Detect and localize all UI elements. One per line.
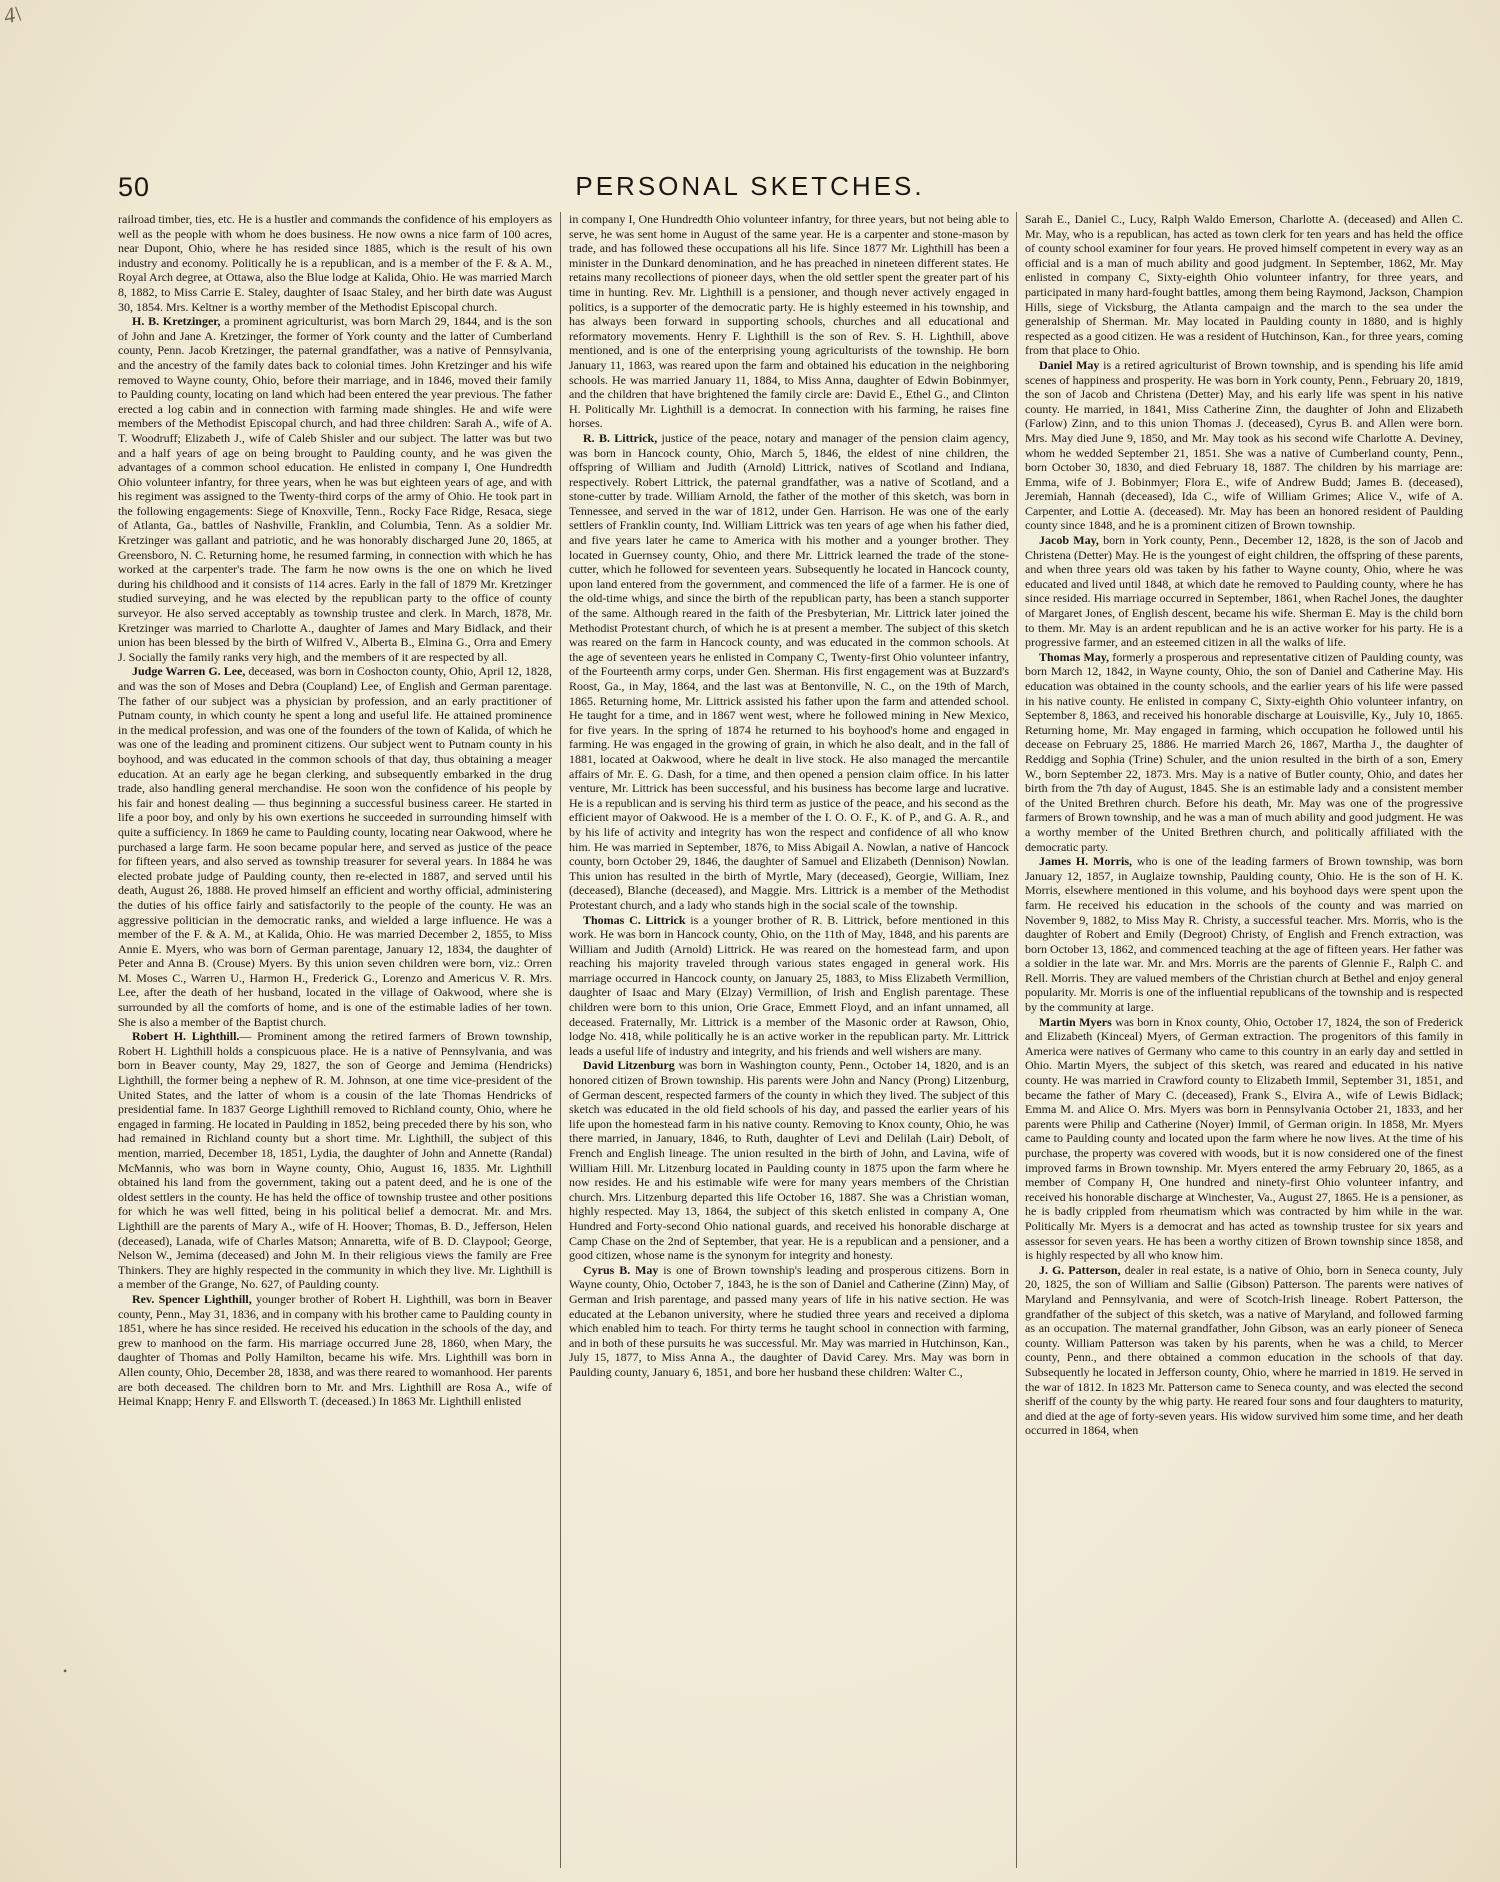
biographical-sketch [569,1058,1009,1262]
text-column-2 [569,212,1009,1870]
subject-name: James H. Morris, [1039,854,1132,869]
sketch-text: is a retired agriculturist of Brown township, and is spending his life amid scenes of happiness and prosperity. He was born in York county, Penn., February 20, 1819, the son of Jacob and Christena (Detter) May, and his early life was spent in his native county. He married, in 1841, Miss Catherine Zinn, the daughter of John and Elizabeth (Farlow) Zinn, and to this union Thomas J. (deceased), Cyrus B. and Allen were born. Mrs. May died June 9, 1850, and Mr. May took as his second wife Charlotte A. Deviney, whom he wedded September 21, 1851. She was a native of Cumberland county, Penn., born October 30, 1830, and died February 18, 1887. The children by his marriage are: Emma, wife of J. Bobinmyer; Flora E., wife of Andrew Budd; James B. (deceased), Jeremiah, Hannah (deceased), Ida C., wife of William Grimes; Alice V., wife of A. Carpenter, and Lottie A. (deceased). Mr. May has been an honored resident of Paulding county since 1848, and he is a prominent citizen of Brown township. [1025,357,1463,533]
sketch-continuation [118,212,552,314]
sketch-text: in company I, One Hundredth Ohio volunteer infantry, for three years, but not being able to serve, he was sent home in August of the same year. He is a carpenter and stone-mason by trade, and has followed these occupations all his life. Since 1877 Mr. Lighthill has been a minister in the Dunkard denomination, and he has preached in nineteen different states. He retains many recollections of pioneer days, when the old settler spent the greater part of his time in hunting. Rev. Mr. Lighthill is a pensioner, and though never actively engaged in politics, is a supporter of the democratic party. He is highly esteemed in his township, and has always been forward in supporting schools, churches and all educational and reformatory movements. Henry F. Lighthill is the son of Rev. S. H. Lighthill, above mentioned, and is one of the enterprising young agriculturists of the township. He born January 11, 1863, was reared upon the farm and obtained his education in the neighboring schools. He was married January 11, 1884, to Miss Anna, daughter of Edwin Bobinmyer, and the children that have brightened the family circle are: David E., Ethel G., and Clinton H. Politically Mr. Lighthill is a democrat. In connection with his farming, he raises fine horses. [569,212,1009,431]
biographical-sketch [1025,854,1463,1015]
sketch-text: born in York county, Penn., December 12, 1828, is the son of Jacob and Christena (Detter) May. He is the youngest of eight children, the offspring of these parents, and when three years old was taken by his father to Wayne county, Ohio, where he was educated and lived until 1848, at which date he removed to Paulding county, where he has since resided. His marriage occurred in September, 1861, when Rachel Jones, the daughter of Margaret Jones, of English descent, became his wife. Sherman E. May is the child born to them. Mr. May is an ardent republican and he is an active worker for his party. He is a progressive farmer, and an esteemed citizen in all the walks of life. [1025,533,1463,650]
biographical-sketch [1025,650,1463,854]
column-divider [1016,212,1017,1868]
sketch-text: who is one of the leading farmers of Brown township, was born January 12, 1857, in Auglaize township, Paulding county, Ohio. He is the son of H. K. Morris, elsewhere mentioned in this volume, and his boyhood days were spent upon the farm. He received his education in the schools of the county and was married on November 9, 1882, to Miss May R. Christy, a successful teacher. Mrs. Morris, who is the daughter of Robert and Emily (Degroot) Christy, of English and French extraction, was born October 13, 1862, and commenced teaching at the age of fifteen years. Her father was a soldier in the late war. Mr. and Mrs. Morris are the parents of Glennie F., Ralph C. and Rell. Morris. They are valued members of the Christian church at Bethel and enjoy general popularity. Mr. Morris is one of the influential republicans of the township and is respected by the community at large. [1025,854,1463,1015]
biographical-sketch [1025,533,1463,650]
biographical-sketch [569,913,1009,1059]
subject-name: Rev. Spencer Lighthill, [132,1291,252,1306]
sketch-text: is one of Brown township's leading and prosperous citizens. Born in Wayne county, Ohio, October 7, 1843, he is the son of Daniel and Catherine (Zinn) May, of German and Irish parentage, and passed many years of life in his native section. He was educated at the Lebanon university, where he studied three years and received a diploma which enabled him to teach. For thirty terms he taught school in connection with farming, and in both of these pursuits he was successful. Mr. May was married in Hutchinson, Kan., July 15, 1877, to Miss Anna A., the daughter of David Carey. Mrs. May was born in Paulding county, January 6, 1851, and bore her husband these children: Walter C., [569,1262,1009,1379]
subject-name: Daniel May [1039,357,1100,372]
biographical-sketch [569,431,1009,913]
text-column-1 [118,212,552,1870]
subject-name: Jacob May, [1039,533,1099,548]
subject-name: J. G. Patterson, [1039,1262,1121,1277]
subject-name: Cyrus B. May [583,1262,659,1277]
biographical-sketch [118,1029,552,1292]
sketch-text: younger brother of Robert H. Lighthill, was born in Beaver county, Penn., May 31, 1836, and in company with his brother came to Paulding county in 1851, where he has since resided. He received his education in the schools of the day, and grew to manhood on the farm. His marriage occurred June 28, 1860, when Mary, the daughter of Thomas and Polly Hamilton, became his wife. Mrs. Lighthill was born in Allen county, Ohio, December 28, 1838, and was there reared to womanhood. Her parents are both deceased. The children born to Mr. and Mrs. Lighthill are Rosa A., wife of Heimal Knapp; Henry F. and Ellsworth T. (deceased.) In 1863 Mr. Lighthill enlisted [118,1291,552,1409]
biographical-sketch [1025,1015,1463,1263]
biographical-sketch [118,664,552,1029]
biographical-sketch [1025,358,1463,533]
sketch-continuation [1025,212,1463,358]
sketch-text: railroad timber, ties, etc. He is a hustler and commands the confidence of his employers as well as the people with whom he does business. He now owns a nice farm of 100 acres, near Dupont, Ohio, where he has resided since 1885, which is the result of his own industry and economy. Politically he is a republican, and is a member of the F. & A. M., Royal Arch degree, at Ottawa, also the Blue lodge at Kalida, Ohio. He was married March 8, 1882, to Miss Carrie E. Staley, daughter of Isaac Staley, and her birth date was August 30, 1854. Mrs. Keltner is a worthy member of the Methodist Episcopal church. [118,212,552,314]
sketch-text: deceased, was born in Coshocton county, Ohio, April 12, 1828, and was the son of Moses and Debra (Coupland) Lee, of English and German parentage. The father of our subject was a physician by profession, and an early practitioner of Putnam county, in which county he spent a long and useful life. He attained prominence in the medical profession, and was one of the founders of the town of Kalida, of which he was one of the leading and prominent citizens. Our subject went to Putnam county in his boyhood, and was educated in the common schools of that day, thus obtaining a meager education. At an early age he began clerking, and subsequently embarked in the drug trade, also handling general merchandise. He soon won the confidence of his people by his fair and honest dealing — thus beginning a successful business career. He started in life a poor boy, and only by his own exertions he succeeded in surrounding himself with quite a sufficiency. In 1869 he came to Paulding county, locating near Oakwood, where he purchased a large farm. He soon became popular here, and served as justice of the peace for fifteen years, and also served as township treasurer for several years. In 1884 he was elected probate judge of Paulding county, then re-elected in 1887, and served until his death, August 26, 1888. He proved himself an efficient and worthy official, administering the duties of his office fairly and satisfactorily to the people of the county. He was an aggressive politician in the democratic ranks, and wielded a large influence. He was a member of the F. & A. M., at Kalida, Ohio. He was married December 2, 1855, to Miss Annie E. Myers, who was born of German parentage, January 12, 1834, the daughter of Peter and Anna B. (Crouse) Myers. By this union seven children were born, viz.: Orren M. Moses C., Warren U., Harmon H., Frederick G., Lorenzo and Americus V. R. Mrs. Lee, after the death of her husband, located in the village of Oakwood, where she is surrounded by all the comforts of home, and is one of the estimable ladies of her town. She is also a member of the Baptist church. [118,664,552,1029]
subject-name: Thomas May, [1039,649,1110,664]
sketch-text: was born in Washington county, Penn., October 14, 1820, and is an honored citizen of Brown township. His parents were John and Nancy (Prong) Litzenburg, of German descent, respected farmers of the county in which they lived. The subject of this sketch was educated in the old field schools of his day, and passed the earlier years of his life upon the homestead farm in his native county. Removing to Knox county, Ohio, he was there married, in January, 1846, to Ruth, daughter of Levi and Delilah (Lair) Debolt, of French and English lineage. The union resulted in the birth of John, and Lavina, wife of William Hill. Mr. Litzenburg located in Paulding county in 1875 upon the farm where he now resides. He and his estimable wife were for many years members of the Christian church. Mrs. Litzenburg departed this life October 16, 1887. She was a Christian woman, highly respected. May 13, 1864, the subject of this sketch enlisted in company A, One Hundred and Forty-second Ohio national guards, and received his honorable discharge at Camp Chase on the 2nd of September, that year. He is a republican and a pensioner, and a good citizen, whose name is the synonym for integrity and honesty. [569,1058,1009,1263]
subject-name: H. B. Kretzinger, [132,314,221,329]
biographical-sketch [569,1263,1009,1380]
subject-name: Robert H. Lighthill. [132,1029,240,1044]
column-divider [560,212,561,1868]
sketch-text: was born in Knox county, Ohio, October 17, 1824, the son of Frederick and Elizabeth (Kinceal) Myers, of German extraction. The progenitors of this family in America were natives of Germany who came to this country in an early day and settled in Ohio. Martin Myers, the subject of this sketch, was reared and educated in his native county. He was married in Crawford county to Elizabeth Immil, September 31, 1851, and became the father of Mary C. (deceased), Frank S., Elvira A., wife of Lewis Bidlack; Emma M. and Alice O. Mrs. Myers was born in Pennsylvania October 21, 1833, and her parents were Philip and Catherine (Noyer) Immil, of German origin. In 1858, Mr. Myers came to Paulding county and located upon the farm where he now lives. At the time of his purchase, the property was covered with woods, but it is now considered one of the finest improved farms in Brown township. Mr. Myers entered the army February 20, 1865, as a member of Company H, One hundred and ninety-first Ohio volunteer infantry, and received his honorable discharge at Winchester, Va., August 27, 1865. He is a pensioner, as he is badly crippled from rheumatism which was contracted by him while in the war. Politically Mr. Myers is a democrat and has acted as township trustee for six years and assessor for seven years. He has been a worthy citizen of Brown township since 1858, and is highly respected by all who know him. [1025,1014,1463,1263]
sketch-text: dealer in real estate, is a native of Ohio, born in Seneca county, July 20, 1825, the son of William and Sallie (Gibson) Patterson. The parents were natives of Maryland and Pennsylvania, and were of Scotch-Irish lineage. Robert Patterson, the grandfather of the subject of this sketch, was a native of Maryland, and followed farming as an occupation. The maternal grandfather, John Gibson, was an early pioneer of Seneca county. William Patterson was taken by his parents, when he was a child, to Mercer county, Penn., and there obtained a common education in the schools of that day. Subsequently he located in Jefferson county, Ohio, where he married in 1819. He served in the war of 1812. In 1823 Mr. Patterson came to Seneca county, and was elected the second sheriff of the county by the whig party. He reared four sons and four daughters to maturity, and died at the age of forty-seven years. His widow survived him some time, and her death occurred in 1864, when [1025,1262,1463,1438]
subject-name: Thomas C. Littrick [583,912,686,927]
sketch-text: is a younger brother of R. B. Littrick, before mentioned in this work. He was born in Hancock county, Ohio, on the 11th of May, 1848, and his parents are William and Judith (Arnold) Littrick. He was reared on the homestead farm, and upon reaching his majority traveled through various states engaged in general work. His marriage occurred in Hancock county, on January 25, 1883, to Miss Elizabeth Vermillion, daughter of Isaac and Mary (Elzay) Vermillion, of Irish and English parentage. These children were born to this union, Orie Grace, Emmett Floyd, and an infant unnamed, all deceased. Fraternally, Mr. Littrick is a member of the Masonic order at Rawson, Ohio, lodge No. 418, while politically he is an active worker in the republican party. Mr. Littrick leads a useful life of industry and integrity, and his friends and well wishers are many. [569,912,1009,1058]
pencil-corner-mark: 4\ [1,0,24,29]
sketch-text: a prominent agriculturist, was born March 29, 1844, and is the son of John and Jane A. Kretzinger, the former of York county and the latter of Cumberland county, Penn. Jacob Kretzinger, the paternal grandfather, was a native of Pennsylvania, and the ancestry of the family dates back to colonial times. John Kretzinger and his wife removed to Wayne county, Ohio, before their marriage, and in 1846, moved their family to Paulding county, locating on land which had been entered the year previous. The father erected a log cabin and in connection with farming made shingles. He and wife were members of the Methodist Episcopal church, and had three children: Sarah A., wife of A. T. Woodruff; Elizabeth J., wife of Caleb Shisler and our subject. The latter was but two and a half years of age on being brought to Paulding county, and he was given the advantages of a common school education. He enlisted in company I, One Hundredth Ohio volunteer infantry, for three years, when he was but eighteen years of age, and with his regiment was assigned to the Twenty-third corps of the army of Ohio. He took part in the following engagements: Siege of Knoxville, Tenn., Rocky Face Ridge, Resaca, siege of Atlanta, Ga., battles of Nashville, Franklin, and Columbia, Tenn. As a soldier Mr. Kretzinger was gallant and patriotic, and he was honorably discharged June 20, 1865, at Greensboro, N. C. Returning home, he resumed farming, in connection with which he has worked at the carpenter's trade. The farm he now owns is the one on which he lived during his childhood and it consists of 114 acres. Early in the fall of 1879 Mr. Kretzinger studied surveying, and he was elected by the republican party to the office of county surveyor. He also served acceptably as township trustee and clerk. In March, 1878, Mr. Kretzinger was married to Charlotte A., daughter of James and Mary Bidlack, and their union has been blessed by the birth of Wilfred V., Alberta B., Elmina G., Orra and Emery J. Socially the family ranks very high, and the members of it are respected by all. [118,314,552,664]
subject-name: R. B. Littrick, [583,430,658,445]
page-number: 50 [118,172,151,202]
text-column-3 [1025,212,1463,1870]
sketch-text: Sarah E., Daniel C., Lucy, Ralph Waldo Emerson, Charlotte A. (deceased) and Allen C. Mr. May, who is a republican, has acted as town clerk for ten years and has held the office of county school examiner for four years. He proved himself competent in every way as an official and is a man of much ability and good judgment. In September, 1862, Mr. May enlisted in company C, Sixty-eighth Ohio volunteer infantry, for three years, and participated in many hard-fought battles, among them being Raymond, Jackson, Champion Hills, siege of Vicksburg, the Atlanta campaign and the march to the sea under the generalship of Sherman. Mr. May located in Paulding county in 1880, and is highly respected as a good citizen. He was a resident of Hutchinson, Kan., for three years, coming from that place to Ohio. [1025,212,1463,358]
biographical-sketch [1025,1263,1463,1438]
biographical-sketch [118,1292,552,1409]
subject-name: David Litzenburg [583,1058,675,1073]
sketch-text: formerly a prosperous and representative citizen of Paulding county, was born March 12, 1842, in Wayne county, Ohio, the son of Daniel and Catherine May. His education was obtained in the county schools, and the earlier years of his life were passed in his native county. He enlisted in company C, Sixty-eighth Ohio volunteer infantry, on September 8, 1863, and received his honorable discharge at Louisville, Ky., July 10, 1865. Returning home, Mr. May engaged in farming, which occupation he followed until his decease on February 25, 1886. He married March 26, 1867, Martha J., the daughter of Reddigg and Sophia (Trine) Schuler, and the union resulted in the birth of a son, Emery W., born September 22, 1873. Mrs. May is a native of Butler county, Ohio, and dates her birth from the 7th day of August, 1845. She is an estimable lady and a consistent member of the United Brethren church. Before his death, Mr. May was one of the progressive farmers of Brown township, and he was a man of much ability and good judgment. He was a worthy member of the United Brethren church, and politically affiliated with the democratic party. [1025,649,1463,854]
biographical-sketch [118,314,552,664]
margin-mark: • [63,1664,68,1678]
page-title: PERSONAL SKETCHES. [575,171,925,201]
sketch-text: — Prominent among the retired farmers of Brown township, Robert H. Lighthill holds a conspicuous place. He is a native of Pennsylvania, and was born in Beaver county, May 29, 1827, the son of George and Jemima (Hendricks) Lighthill, the former being a nephew of R. M. Johnson, at one time vice-president of the United States, and the latter of whom is a cousin of the late Thomas Hendricks of presidential fame. In 1837 George Lighthill removed to Richland county, Ohio, where he engaged in farming. He located in Paulding in 1852, being preceded there by his son, who had remained in Richland county but a short time. Mr. Lighthill, the subject of this mention, married, December 18, 1851, Lydia, the daughter of John and Annette (Randal) McMannis, who was born in Wayne county, Ohio, August 16, 1835. Mr. Lighthill obtained his land from the government, taking out a patent deed, and he is one of the oldest settlers in the county. He has held the office of township trustee and other positions for which he was well fitted, being in his political belief a democrat. Mr. and Mrs. Lighthill are the parents of Mary A., wife of H. Hoover; Thomas, B. D., Jefferson, Helen (deceased), Lanada, wife of Charles Matson; Annaretta, wife of B. D. Claypool; George, Nelson W., Jemima (deceased) and John M. In their religious views the family are Free Thinkers. They are highly respected in the community in which they live. Mr. Lighthill is a member of the Grange, No. 627, of Paulding county. [118,1029,552,1292]
subject-name: Judge Warren G. Lee, [132,664,246,679]
sketch-continuation [569,212,1009,431]
sketch-text: justice of the peace, notary and manager of the pension claim agency, was born in Hancock county, Ohio, March 5, 1846, the eldest of nine children, the offspring of William and Judith (Arnold) Littrick, natives of Scotland and Indiana, respectively. Robert Littrick, the paternal grandfather, was a native of Scotland, and a stone-cutter by trade. William Arnold, the father of the mother of this sketch, was born in Tennessee, and served in the war of 1812, under Gen. Harrison. He was one of the early settlers of Franklin county, Ind. William Littrick was ten years of age when his father died, and five years later he came to America with his mother and a younger brother. They located in Guernsey county, Ohio, and there Mr. Littrick learned the trade of the stone-cutter, which he followed for seventeen years. Subsequently he located in Hancock county, upon land entered from the government, and commenced the life of a farmer. He is one of the old-time whigs, and since the birth of the republican party, has been a stanch supporter of the same. Although reared in the faith of the Presbyterian, Mr. Littrick later joined the Methodist Protestant church, of which he is at present a member. The subject of this sketch was reared on the farm in Hancock county, and was educated in the common schools. At the age of seventeen years he enlisted in Company C, Twenty-first Ohio volunteer infantry, of the Fourteenth army corps, under Gen. Sherman. His first engagement was at Buzzard's Roost, Ga., in May, 1864, and the last was at Bentonville, N. C., on the 19th of March, 1865. Returning home, Mr. Littrick assisted his father upon the farm and attended school. He taught for a time, and in 1867 went west, where he followed mining in New Mexico, for five years. In the spring of 1874 he returned to his boyhood's home and engaged in farming. He was engaged in the growing of grain, in which he also dealt, and in the fall of 1881, located at Oakwood, where he dealt in live stock. He also managed the mercantile affairs of Mr. E. G. Dash, for a time, and then opened a pension claim office. In his latter venture, Mr. Littrick has been successful, and his business has become large and lucrative. He is a republican and is serving his third term as justice of the peace, and his second as the efficient mayor of Oakwood. He is a member of the I. O. O. F., K. of P., and G. A. R., and by his life of activity and integrity has won the respect and confidence of all who know him. He was married in September, 1876, to Miss Abigail A. Nowlan, a native of Hancock county, born October 29, 1846, the daughter of Samuel and Elizabeth (Dennison) Nowlan. This union has resulted in the birth of Myrtle, Mary (deceased), Georgie, William, Inez (deceased), Blanche (deceased), and Maggie. Mrs. Littrick is a member of the Methodist Protestant church, and a lady who stands high in the social scale of the township. [569,430,1009,912]
subject-name: Martin Myers [1039,1014,1112,1029]
